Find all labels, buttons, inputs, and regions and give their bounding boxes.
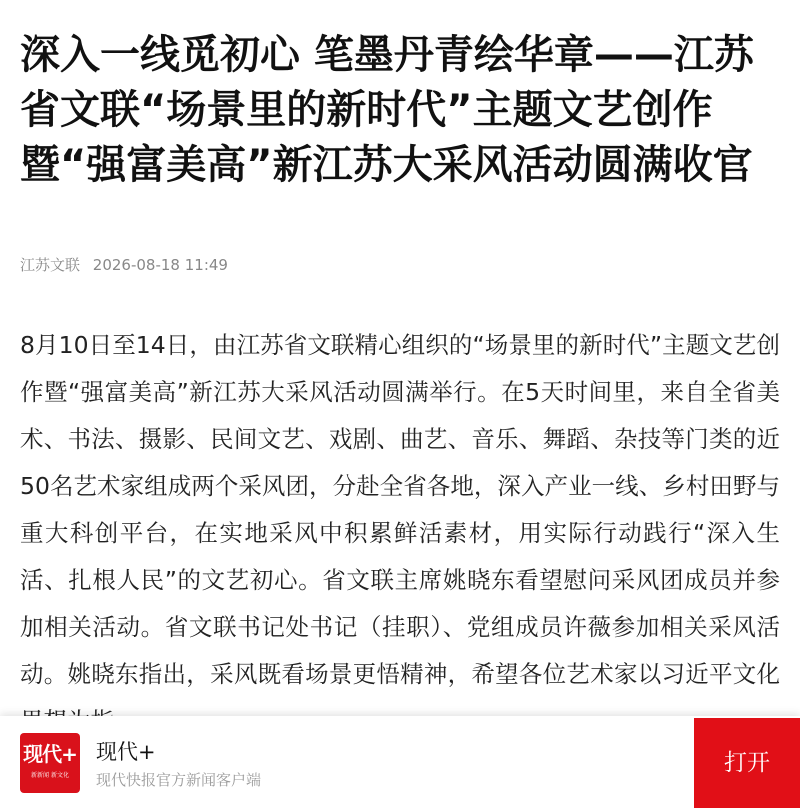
article-title: 深入一线觅初心 笔墨丹青绘华章——江苏省文联“场景里的新时代”主题文艺创作暨“强富美高”新江苏大采风活动圆满收官 [20, 32, 754, 188]
article-meta [20, 254, 228, 276]
article-datetime: 2026-08-18 11:49 [92, 256, 228, 274]
article-source[interactable]: 江苏文联 [20, 256, 81, 274]
app-logo[interactable] [20, 733, 80, 793]
app-description: 现代快报官方新闻客户端 [96, 771, 262, 789]
app-name: 现代+ [96, 740, 156, 764]
app-download-banner [0, 716, 800, 808]
article-body: 8月10日至14日，由江苏省文联精心组织的“场景里的新时代”主题文艺创作暨“强富美高”新江苏大采风活动圆满举行。在5天时间里，来自全省美术、书法、摄影、民间文艺、戏剧、曲艺、音乐、舞蹈、杂技等门类的近50名艺术家组成两个采风团，分赴全省各地，深入产业一线、乡村田野与重大科创平台，在实地采风中积累鲜活素材，用实际行动践行“深入生活、扎根人民”的文艺初心。省文联主席姚晓东看望慰问采风团成员并参加相关活动。省文联书记处书记（挂职）、党组成员许薇参加相关采风活动。姚晓东指出，采风既看场景更悟精神，希望各位艺术家以习近平文化 [20, 331, 780, 688]
open-app-button[interactable]: 打开 [694, 718, 800, 808]
app-logo-mark: 现代+ [23, 742, 77, 766]
app-logo-subtext: 新新闻 新文化 [31, 772, 69, 779]
